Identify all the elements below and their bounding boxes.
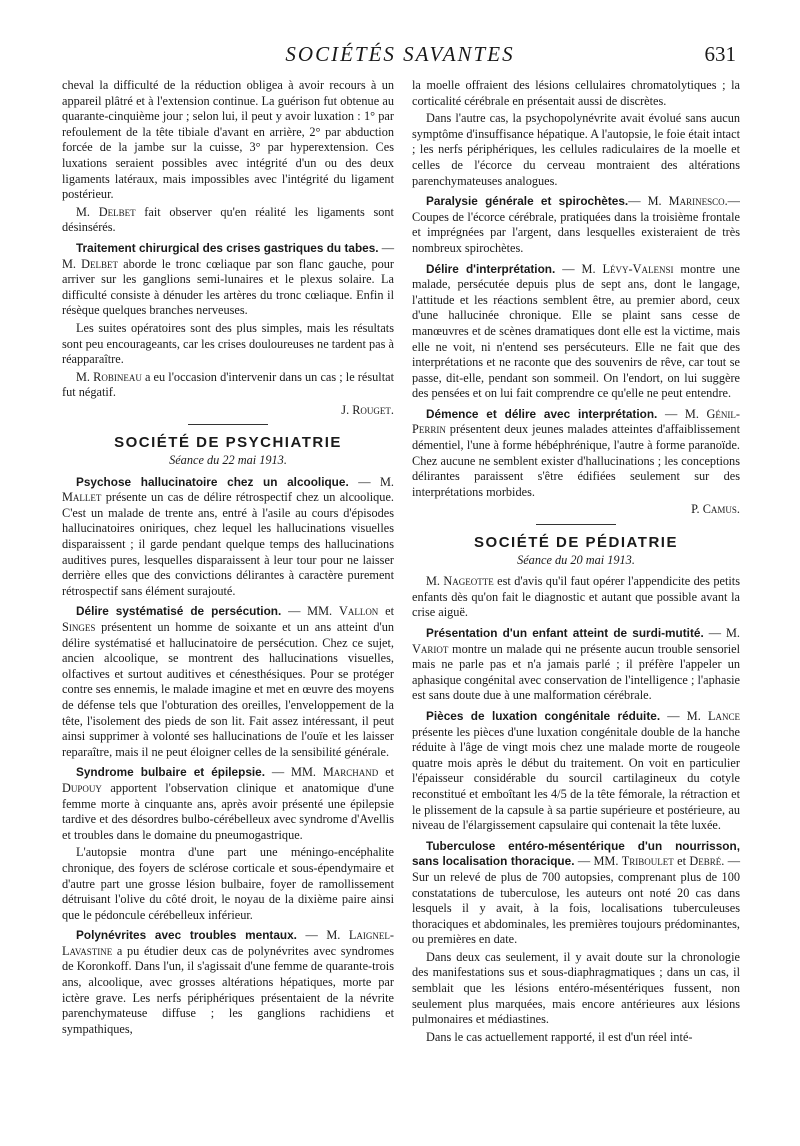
paragraph: Les suites opératoires sont des plus simples, mais les résultats sont peu encourageants, car les crises douloureuses ne tardent pas à réapparaître. (62, 320, 394, 367)
author-name: Laignel-Lavastine (62, 928, 395, 958)
article-paragraph: Traitement chirurgical des crises gastriques du tabes. — M. Delbet aborde le tronc cœliaque par son flanc gauche, pour arriver sur les ganglions semi-lunaires et le plexus solaire. La difficulté consiste à dénuder les artères du tronc cœliaque. Enfin il résèque quelques branches nerveuses. (62, 240, 395, 318)
author-name: Marchand (322, 765, 379, 780)
article-paragraph: Polynévrites avec troubles mentaux. — M. Laignel-Lavastine a pu étudier deux cas de polynévrites avec syndromes de Koronkoff. Dans l'un, il s'agissait d'une femme de quarante-trois ans, alcoolique, avec grosses altérations hépatiques, morte par ictère grave. Les nerfs périphériques présentaient de la névrite parenchymateuse diffuse ; les ganglions rachidiens et sympathiques, (62, 928, 395, 1036)
author-name: M. Delbet (76, 204, 136, 219)
signature: P. Camus. (691, 502, 740, 517)
article-title: Paralysie générale et spirochètes. (426, 194, 629, 209)
article-paragraph: Tuberculose entéro-mésentérique d'un nourrisson, sans localisation thoracique. — MM. Triboulet et Debré. — Sur un relevé de plus de 700 autopsies, comprenant plus de 100 constatations de tuberculose, les auteurs ont noté 20 cas dans lesquels il y avait, à la fois, localisations tuberculeuses thoraciques et abdominales, les premières toujours prédominantes, ou premières en date. (412, 838, 740, 947)
article-title: Psychose hallucinatoire chez un alcoolique. (76, 474, 349, 489)
paragraph: L'autopsie montra d'une part une méningo-encéphalite chronique, des foyers de sclérose corticale et sous-épendymaire et d'autre part une grosse lésion bulbaire, foyer de ramollissement détruisant l'olive du côté droit, le noyau de la dixième paire ainsi que le pédoncule cérébelleux inférieur. (62, 845, 394, 922)
author-name: Génil-Perrin (412, 406, 740, 437)
running-title: SOCIÉTÉS SAVANTES (285, 42, 515, 66)
paragraph: Dans deux cas seulement, il y avait doute sur la chronologie des manifestations sus et sous-diaphragmatiques ; dans un cas, il semblait que les lésions entéro-mésentériques fussent, non seulement plus marquées, mais encore antérieures aux lésions pulmonaires et médiastines. (412, 949, 740, 1027)
paragraph: cheval la difficulté de la réduction obligea à avoir recours à un appareil plâtré et à l'extension continue. La guérison fut obtenue au quarante-cinquième jour ; selon lui, il peut y avoir luxation : 1° par refoulement de la tête tibiale d'avant en arrière, 2° par abduction forcée de la jambe sur la cuisse, 3° par hyperextension. Ces luxations seraient possibles avec intégrité d'un ou des deux ligaments latéraux, mais impossibles avec l'intégrité du ligament postérieur. (62, 78, 394, 202)
paragraph: Dans le cas actuellement rapporté, il est d'un réel inté- (426, 1029, 693, 1044)
session-date: Séance du 20 mai 1913. (517, 552, 635, 567)
section-divider (536, 524, 616, 525)
article-title: Syndrome bulbaire et épilepsie. (76, 765, 266, 780)
article-paragraph: Présentation d'un enfant atteint de surdi-mutité. — M. Variot montre un malade qui ne présente aucun trouble sensoriel mais ne parle pas et n'a jamais parlé ; il préfère l'appeler un aphasique congénital avec conservation de l'intelligence ; l'aphasie est sans doute due à une malformation cérébrale. (412, 626, 740, 703)
author-name: M. Robineau (76, 369, 142, 384)
section-title: SOCIÉTÉ DE PSYCHIATRIE (114, 434, 342, 452)
article-paragraph: Délire systématisé de persécution. — MM. Vallon et Singes présentent un homme de soixante et un ans atteint d'un délire systématisé et hallucinatoire de persécution. Chez ce sujet, ancien alcoolique, se montrent des hallucinations visuelles, olfactives et surtout auditives et cénesthésiques. Pour se protéger contre ses ennemis, le malade imagine et met en œuvre des moyens de défense tels que l'obturation des oreilles, l'enveloppement de la tête, l'isolement des pieds de son lit. Fait assez intéressant, il peut ainsi supprimer à volonté ses hallucinations de l'ouïe et les laisser reparaître, mais il ne peut éloigner celles de la sensibilité générale. (62, 604, 394, 759)
article-paragraph: Délire d'interprétation. — M. Lévy-Valensi montre une malade, persécutée depuis plus de sept ans, dont le langage, l'attitude et les réactions semblent être, au premier abord, ceux d'une hallucinée chronique. Elle se plaint sans cesse de manœuvres et de scènes dramatiques dont elle est la victime, mais elle ne voit, ni n'entend ses persécuteurs. Elle ne fait que des interprétations et ne raconte que des souvenirs de rêve, car tout se passe, dit-elle, pendant son sommeil. On l'endort, on lui suggère des pensées et on lui fait comprendre ce qu'elle ne peut entendre. (412, 261, 740, 401)
paragraph: la moelle offraient des lésions cellulaires chromatolytiques ; la corticalité cérébrale en présentait aussi de discrètes. (412, 78, 740, 108)
author-name: Singes (62, 620, 96, 634)
section-divider (188, 424, 268, 425)
right-column (412, 78, 740, 1045)
author-name: Vallon (338, 604, 379, 619)
page-number: 631 (704, 42, 736, 66)
article-title: Présentation d'un enfant atteint de surdi-mutité. (426, 626, 704, 640)
article-paragraph: Pièces de luxation congénitale réduite. — M. Lance présente les pièces d'une luxation congénitale double de la hanche réduite à l'âge de vingt mois chez une malade morte de rougeole quatre mois après le début du traitement. On voit en particulier l'épaisseur considérable du sourcil cartilagineux du cotyle reconstitué et emboîtant les 4/5 de la tête fémorale, la rétraction et le plissement de la capsule à sa partie supérieure et postérieure, au niveau de l'élargissement capsulaire qui contenait la tête luxée. (412, 708, 740, 833)
article-title: Délire d'interprétation. (426, 261, 556, 276)
article-paragraph: Syndrome bulbaire et épilepsie. — MM. Marchand et Dupouy apportent l'observation clinique et anatomique d'une femme morte à cinquante ans, après avoir présenté une épilepsie tardive et des désordres bulbo-cérébelleux avec syndrome d'Avellis et troubles dans le domaine du pneumogastrique. (62, 765, 394, 842)
author-name: Delbet (81, 256, 119, 271)
article-title: Démence et délire avec interprétation. (426, 406, 658, 421)
author-name: Debré (689, 854, 722, 869)
session-date: Séance du 22 mai 1913. (169, 453, 287, 468)
article-title: Délire systématisé de persécution. (76, 604, 282, 619)
article-paragraph: Psychose hallucinatoire chez un alcoolique. — M. Mallet présente un cas de délire rétrospectif chez un alcoolique. C'est un malade de trente ans, entré à l'asile au cours d'épisodes hallucinatoires oniriques, chez lequel les hallucinations visuelles disparaissent ; il garde pendant quelque temps des hallucinations auditives pures, lesquelles disparaissent à leur tour pour ne laisser derrière elles que des convictions délirantes à caractère purement rétrospectif sans élément surajouté. (62, 474, 394, 598)
author-name: Lance (707, 708, 740, 723)
section-title: SOCIÉTÉ DE PÉDIATRIE (474, 534, 678, 552)
paragraph: Dans l'autre cas, la psychopolynévrite avait évolué sans aucun symptôme d'insuffisance hépatique. A l'autopsie, le foie était intact ; les nerfs périphériques, les cellules radiculaires de la moelle et celles de l'écorce du cerveau montraient des altérations parenchymateuses analogues. (412, 111, 740, 188)
author-name: Dupouy (62, 780, 102, 795)
author-name: Marinesco (668, 194, 725, 209)
author-name: Variot (412, 641, 449, 656)
left-column (62, 78, 394, 1037)
paragraph: M. Nageotte est d'avis qu'il faut opérer l'appendicite des petits enfants dès qu'on fait le diagnostic et autant que possible avant la crise aiguë. (412, 574, 740, 620)
author-name: Triboulet (621, 854, 674, 869)
paragraph: M. Delbet fait observer qu'en réalité les ligaments sont désinsérés. (62, 204, 394, 235)
author-name: Lévy-Valensi (602, 261, 674, 276)
signature: J. Rouget. (341, 402, 394, 417)
article-paragraph: Démence et délire avec interprétation. — M. Génil-Perrin présentent deux jeunes malades atteintes d'affaiblissement démentiel, l'une à forme hébéphrénique, l'autre à forme paranoïde. Chez aucune ne semblent exister d'hallucinations ; les conceptions délirantes paraissent s'être édifiées seulement sur des interprétations morbides. (412, 406, 740, 499)
author-name: Mallet (62, 490, 102, 505)
article-title: Polynévrites avec troubles mentaux. (76, 928, 297, 943)
paragraph: M. Robineau a eu l'occasion d'intervenir dans un cas ; le résultat fut négatif. (62, 369, 395, 400)
article-title: Pièces de luxation congénitale réduite. (426, 708, 661, 723)
article-title: Traitement chirurgical des crises gastriques du tabes. (76, 240, 379, 255)
running-header (0, 42, 800, 72)
author-name: M. Nageotte (426, 574, 494, 589)
article-title: Tuberculose entéro-mésentérique d'un nourrisson, sans localisation thoracique. (412, 838, 740, 869)
article-paragraph: Paralysie générale et spirochètes.— M. Marinesco.— Coupes de l'écorce cérébrale, pratiquées dans la troisième frontale et imprégnées par l'argent, dans lesquelles existeraient de très nombreux spirochètes. (412, 194, 740, 255)
